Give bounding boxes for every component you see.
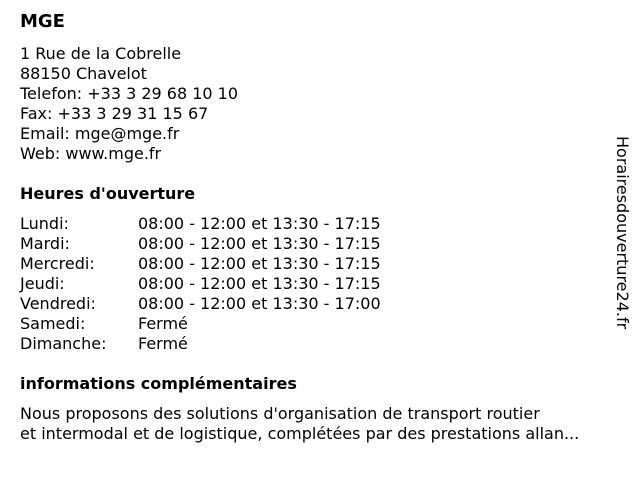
hours-row	[20, 254, 381, 274]
hours-row	[20, 274, 381, 294]
additional-info-text	[20, 404, 630, 444]
hours-time: 08:00 - 12:00 et 13:30 - 17:15	[138, 274, 381, 293]
website-url[interactable]: Web: www.mge.fr	[20, 144, 162, 163]
description-line: Nous proposons des solutions d'organisation de transport routier	[20, 404, 540, 423]
site-watermark: Horairesdouverture24.fr	[613, 136, 632, 330]
hours-time: 08:00 - 12:00 et 13:30 - 17:15	[138, 214, 381, 233]
description-line: et intermodal et de logistique, complétées par des prestations allan...	[20, 424, 580, 443]
hours-time: Fermé	[138, 334, 188, 353]
hours-row	[20, 234, 381, 254]
opening-hours-heading: Heures d'ouverture	[20, 184, 196, 203]
hours-time: 08:00 - 12:00 et 13:30 - 17:15	[138, 234, 381, 253]
opening-hours-table	[20, 214, 381, 354]
phone-number[interactable]: Telefon: +33 3 29 68 10 10	[20, 84, 239, 103]
hours-day: Dimanche:	[20, 334, 107, 353]
hours-day: Samedi:	[20, 314, 86, 333]
hours-day: Mercredi:	[20, 254, 95, 273]
hours-time: 08:00 - 12:00 et 13:30 - 17:00	[138, 294, 381, 313]
hours-row	[20, 314, 381, 334]
hours-time: 08:00 - 12:00 et 13:30 - 17:15	[138, 254, 381, 273]
contact-block	[20, 44, 238, 164]
hours-day: Vendredi:	[20, 294, 96, 313]
hours-row	[20, 334, 381, 354]
hours-day: Jeudi:	[20, 274, 65, 293]
fax-number: Fax: +33 3 29 31 15 67	[20, 104, 209, 123]
hours-day: Lundi:	[20, 214, 69, 233]
company-name: MGE	[20, 11, 65, 32]
hours-row	[20, 294, 381, 314]
hours-row	[20, 214, 381, 234]
hours-time: Fermé	[138, 314, 188, 333]
address-city: 88150 Chavelot	[20, 64, 147, 83]
address-street: 1 Rue de la Cobrelle	[20, 44, 182, 63]
hours-day: Mardi:	[20, 234, 70, 253]
email-address[interactable]: Email: mge@mge.fr	[20, 124, 180, 143]
additional-info-heading: informations complémentaires	[20, 374, 297, 393]
